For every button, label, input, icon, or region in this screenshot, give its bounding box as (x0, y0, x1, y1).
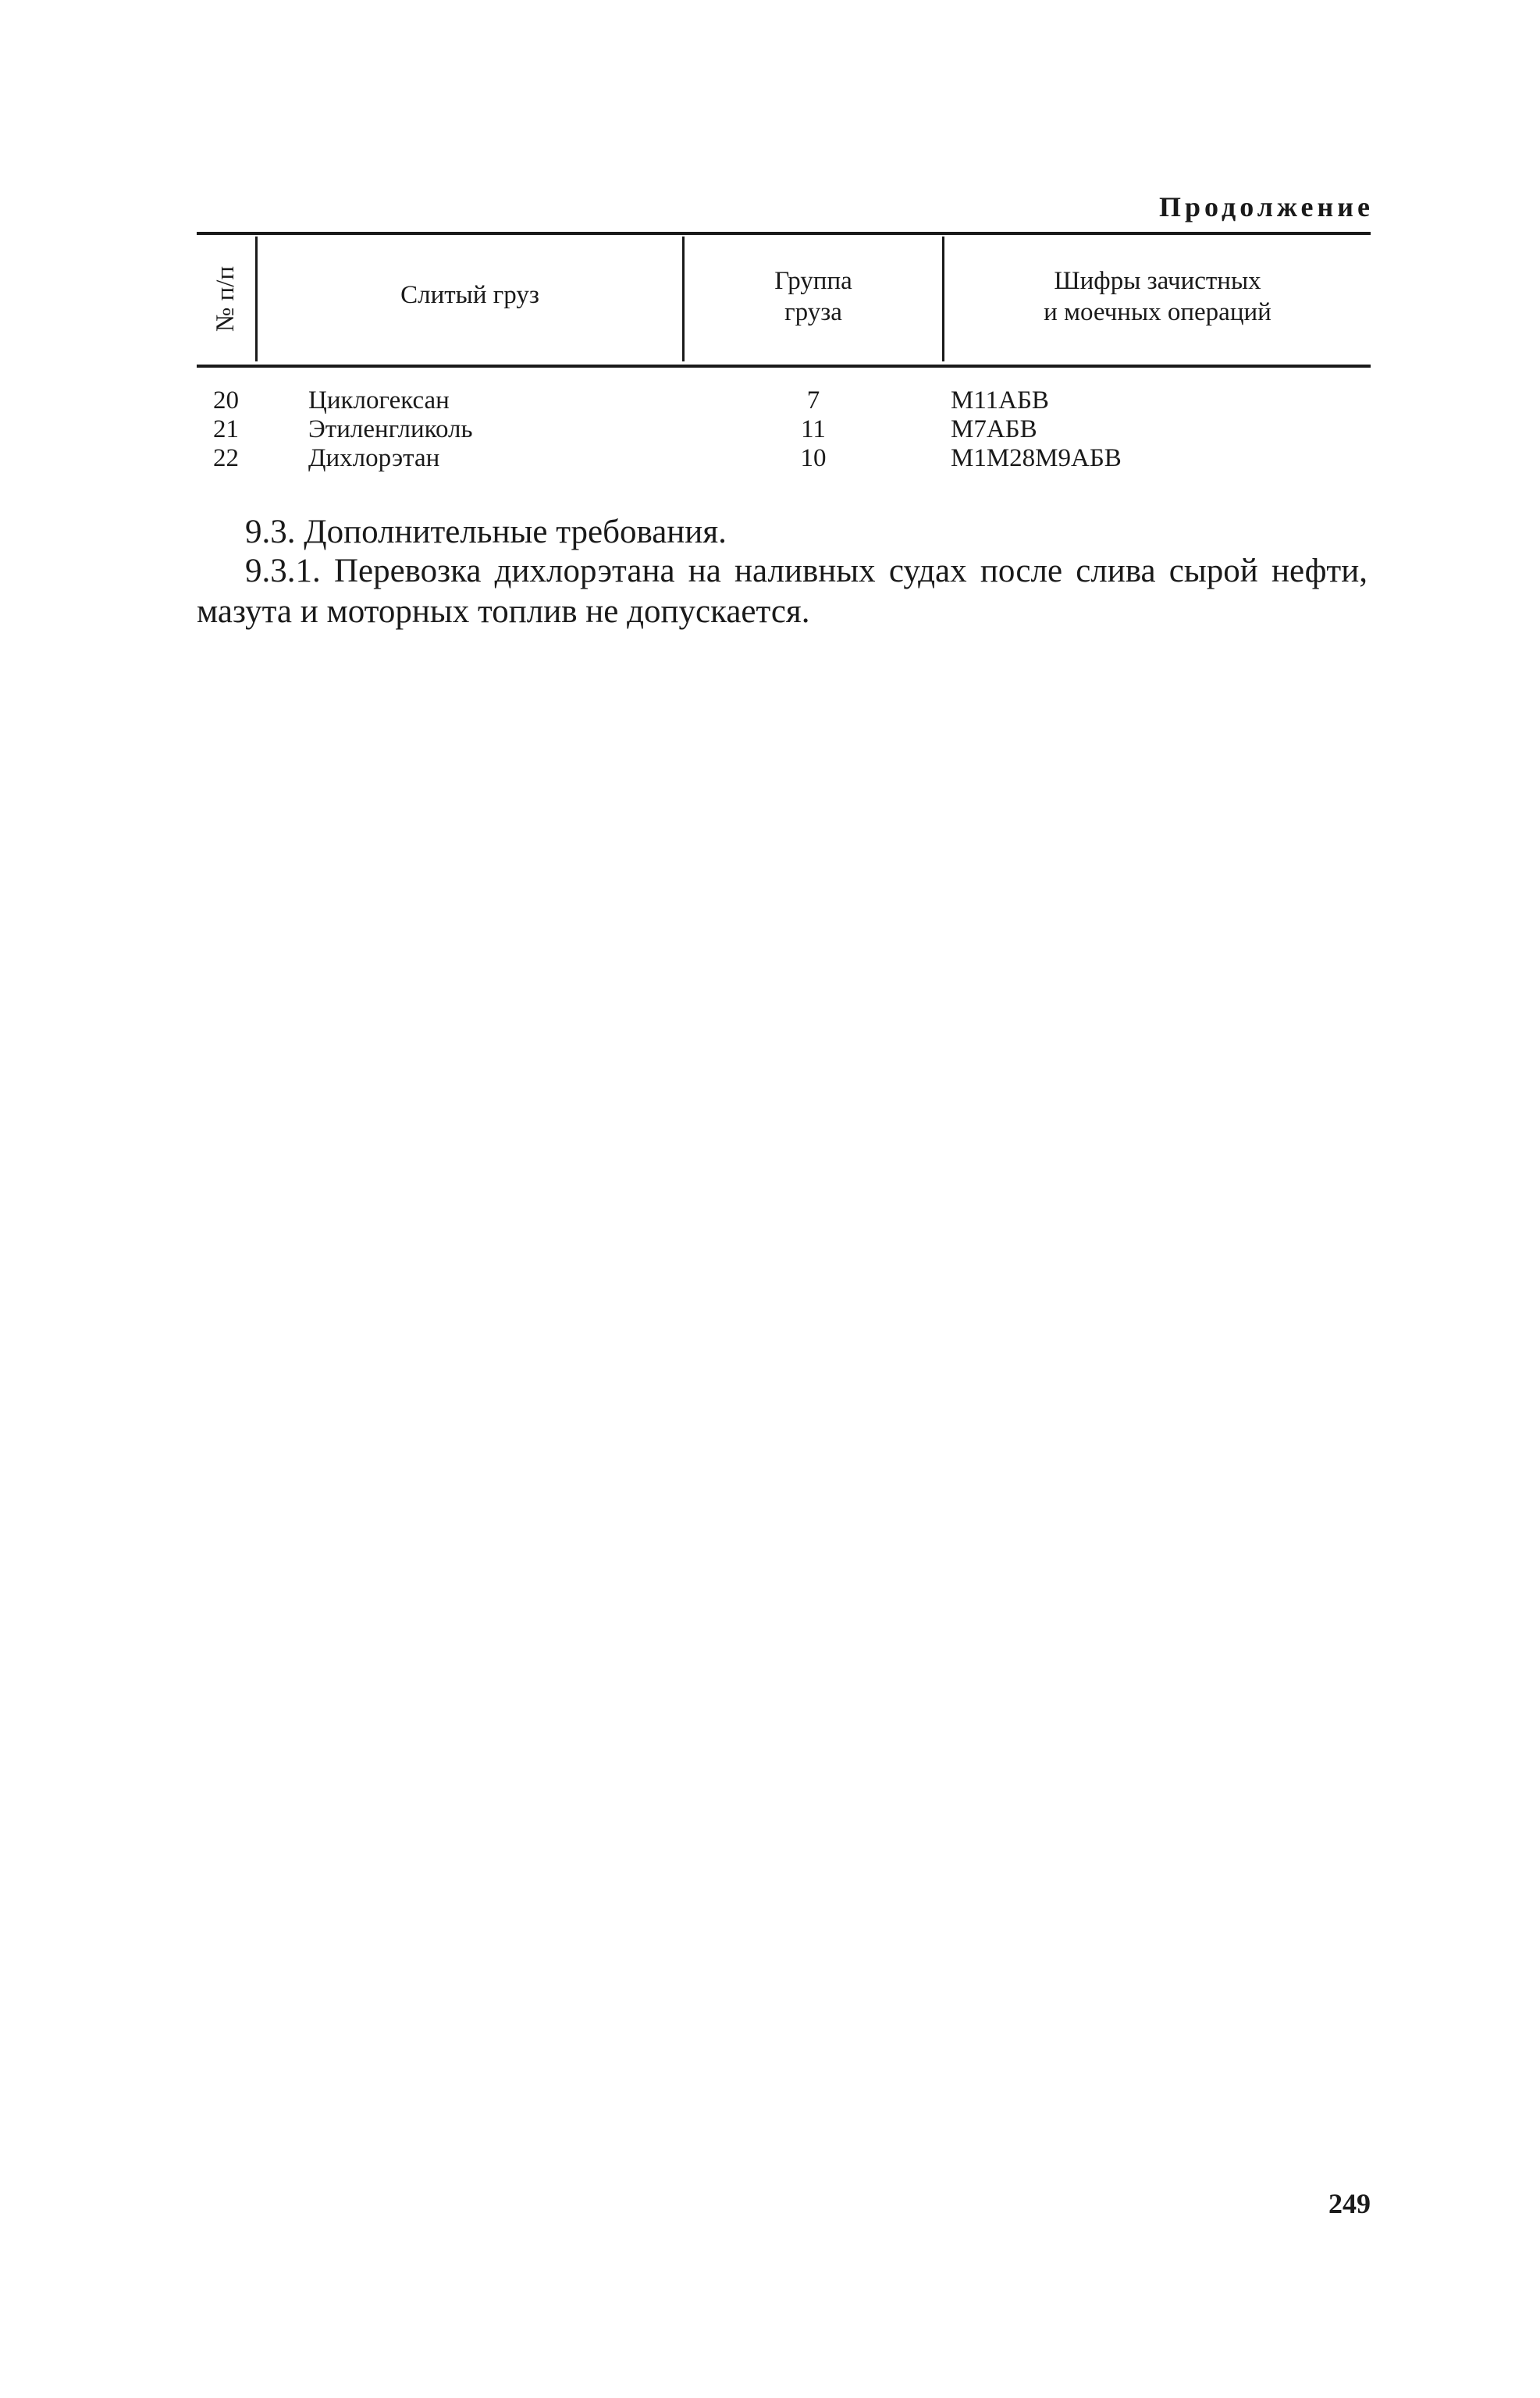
row-number: 20 (213, 386, 239, 414)
column-header-number-text: № п/п (212, 265, 240, 333)
continuation-label: Продолжение (1159, 191, 1374, 222)
table-header-rule (197, 365, 1371, 368)
page-number: 249 (1328, 2188, 1371, 2219)
row-cargo: Дихлорэтан (308, 444, 440, 472)
column-header-codes (944, 265, 1371, 328)
column-header-group (685, 265, 942, 328)
column-header-number (197, 237, 255, 361)
body-paragraph: 9.3.1. Перевозка дихлорэтана на наливных судах после слива сырой нефти, мазута и моторных топлив не допускается. (197, 553, 1368, 630)
row-group: 10 (800, 444, 827, 472)
row-code: М7АБВ (951, 415, 1037, 443)
table-top-rule (197, 232, 1371, 235)
column-header-codes-line: и моечных операций (1044, 298, 1271, 326)
row-cargo: Этиленгликоль (308, 415, 473, 443)
section-heading: 9.3. Дополнительные требования. (245, 514, 727, 550)
row-number: 22 (213, 444, 239, 472)
row-cargo: Циклогексан (308, 386, 450, 414)
column-header-group-line: груза (784, 298, 842, 326)
row-number: 21 (213, 415, 239, 443)
row-group: 7 (806, 386, 820, 414)
column-header-codes-line: Шифры зачистных (1054, 267, 1261, 295)
row-group: 11 (801, 415, 826, 443)
row-code: М11АБВ (951, 386, 1049, 414)
column-header-cargo: Слитый груз (400, 281, 539, 309)
row-code: М1М28М9АБВ (951, 444, 1122, 472)
column-header-group-line: Группа (774, 267, 852, 295)
